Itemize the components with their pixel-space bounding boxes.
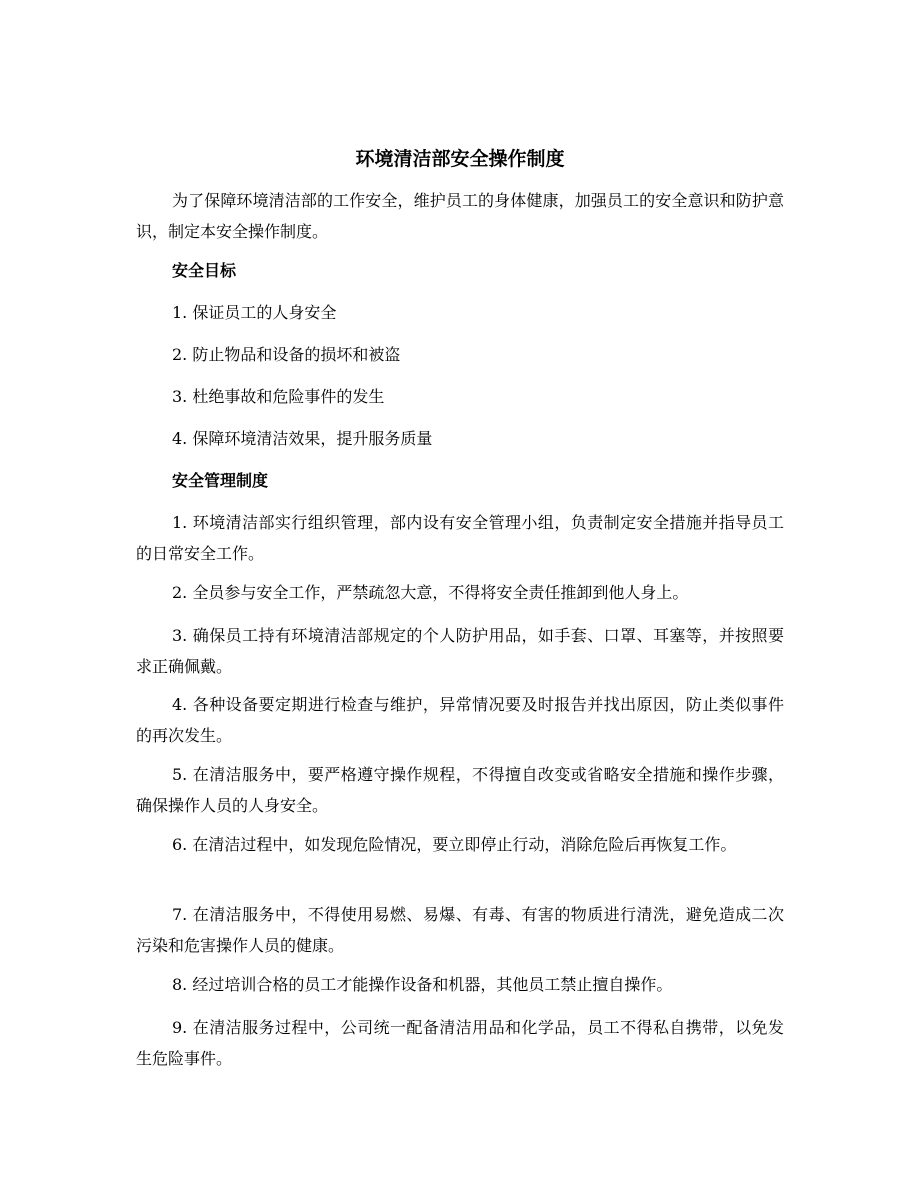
goal-item: 3. 杜绝事故和危险事件的发生 bbox=[172, 387, 385, 406]
rule-item: 7. 在清洁服务中，不得使用易燃、易爆、有毒、有害的物质进行清洗，避免造成二次污染和危害操作人员的健康。 bbox=[136, 905, 784, 955]
goal-item: 4. 保障环境清洁效果，提升服务质量 bbox=[172, 429, 433, 448]
rule-item: 6. 在清洁过程中，如发现危险情况，要立即停止行动，消除危险后再恢复工作。 bbox=[172, 835, 737, 854]
rule-item: 8. 经过培训合格的员工才能操作设备和机器，其他员工禁止擅自操作。 bbox=[172, 975, 673, 994]
rule-item: 1. 环境清洁部实行组织管理，部内设有安全管理小组，负责制定安全措施并指导员工的日常安全工作。 bbox=[136, 513, 784, 563]
rule-item: 9. 在清洁服务过程中，公司统一配备清洁用品和化学品，员工不得私自携带，以免发生危险事件。 bbox=[136, 1018, 784, 1068]
rule-item: 4. 各种设备要定期进行检查与维护，异常情况要及时报告并找出原因，防止类似事件的再次发生。 bbox=[136, 695, 784, 745]
rule-item: 3. 确保员工持有环境清洁部规定的个人防护用品，如手套、口罩、耳塞等，并按照要求正确佩戴。 bbox=[136, 626, 784, 676]
rule-item: 2. 全员参与安全工作，严禁疏忽大意，不得将安全责任推卸到他人身上。 bbox=[172, 583, 689, 602]
section-heading-safety-goals: 安全目标 bbox=[172, 261, 237, 280]
document-title: 环境清洁部安全操作制度 bbox=[355, 148, 565, 170]
goal-item: 1. 保证员工的人身安全 bbox=[172, 303, 337, 322]
section-heading-safety-management: 安全管理制度 bbox=[172, 471, 269, 490]
intro-paragraph: 为了保障环境清洁部的工作安全，维护员工的身体健康，加强员工的安全意识和防护意识，制定本安全操作制度。 bbox=[136, 191, 784, 241]
rule-item: 5. 在清洁服务中，要严格遵守操作规程，不得擅自改变或省略安全措施和操作步骤，确保操作人员的人身安全。 bbox=[136, 765, 784, 815]
goal-item: 2. 防止物品和设备的损坏和被盗 bbox=[172, 345, 401, 364]
